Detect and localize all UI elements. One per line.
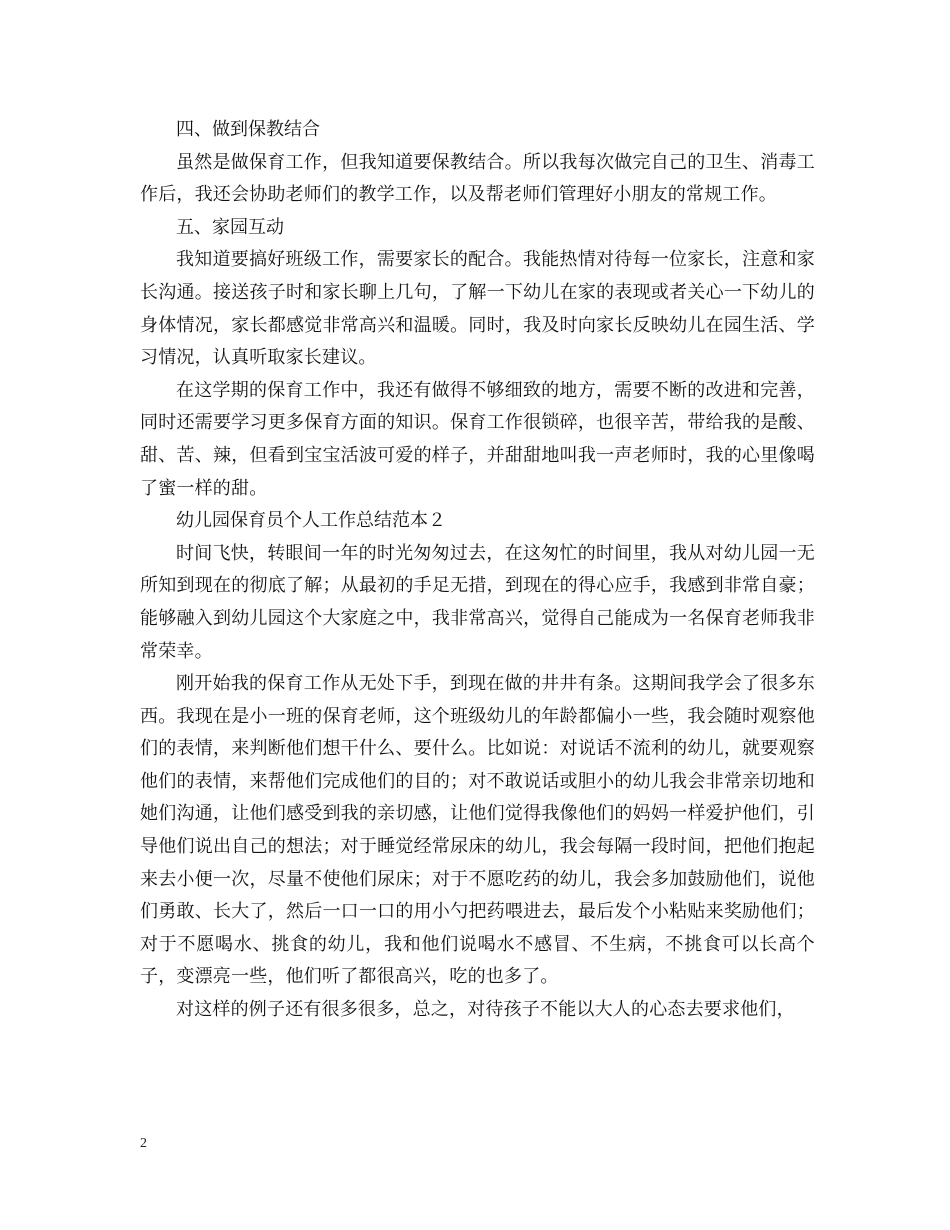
section-heading-four: 四、做到保教结合: [176, 119, 320, 140]
document-title-2: 幼儿园保育员个人工作总结范本２: [176, 510, 446, 532]
paragraph: 我知道要搞好班级工作，需要家长的配合。我能热情对待每一位家长，注意和家长沟通。接送孩子时和家长聊上几句，了解一下幼儿在家的表现或者关心一下幼儿的身体情况，家长都感觉非常高兴和温暖。同时，我及时向家长反映幼儿在园生活、学习情况，认真听取家长建议。: [140, 249, 815, 369]
page-number: 2: [140, 1136, 147, 1151]
paragraph: 虽然是做保育工作，但我知道要保教结合。所以我每次做完自己的卫生、消毒工作后，我还会协助老师们的教学工作，以及帮老师们管理好小朋友的常规工作。: [140, 151, 815, 206]
paragraph: 在这学期的保育工作中，我还有做得不够细致的地方，需要不断的改进和完善，同时还需要学习更多保育方面的知识。保育工作很锁碎，也很辛苦，带给我的是酸、甜、苦、辣，但看到宝宝活波可爱的样子，并甜甜地叫我一声老师时，我的心里像喝了蜜一样的甜。: [140, 379, 815, 499]
paragraph: 时间飞快，转眼间一年的时光匆匆过去，在这匆忙的时间里，我从对幼儿园一无所知到现在的彻底了解；从最初的手足无措，到现在的得心应手，我感到非常自豪；能够融入到幼儿园这个大家庭之中，我非常高兴，觉得自己能成为一名保育老师我非常荣幸。: [140, 542, 815, 662]
paragraph: 对这样的例子还有很多很多，总之，对待孩子不能以大人的心态去要求他们，: [176, 999, 795, 1021]
section-heading-five: 五、家园互动: [176, 216, 284, 238]
paragraph: 刚开始我的保育工作从无处下手，到现在做的井井有条。这期间我学会了很多东西。我现在是小一班的保育老师，这个班级幼儿的年龄都偏小一些，我会随时观察他们的表情，来判断他们想干什么、要什么。比如说：对说话不流利的幼儿，就要观察他们的表情，来帮他们完成他们的目的；对不敢说话或胆小的幼儿我会非常亲切地和她们沟通，让他们感受到我的亲切感，让他们觉得我像他们的妈妈一样爱护他们，引导他们说出自己的想法；对于睡觉经常尿床的幼儿，我会每隔一段时间，把他们抱起来去小便一次，尽量不使他们尿床；对于不愿吃药的幼儿，我会多加鼓励他们，说他们勇敢、长大了，然后一口一口的用小勺把药喂进去，最后发个小粘贴来奖励他们；对于不愿喝水、挑食的幼儿，我和他们说喝水不感冒、不生病，不挑食可以长高个子，变漂亮一些，他们听了都很高兴，吃的也多了。: [140, 673, 815, 988]
document-body: [140, 114, 815, 1027]
